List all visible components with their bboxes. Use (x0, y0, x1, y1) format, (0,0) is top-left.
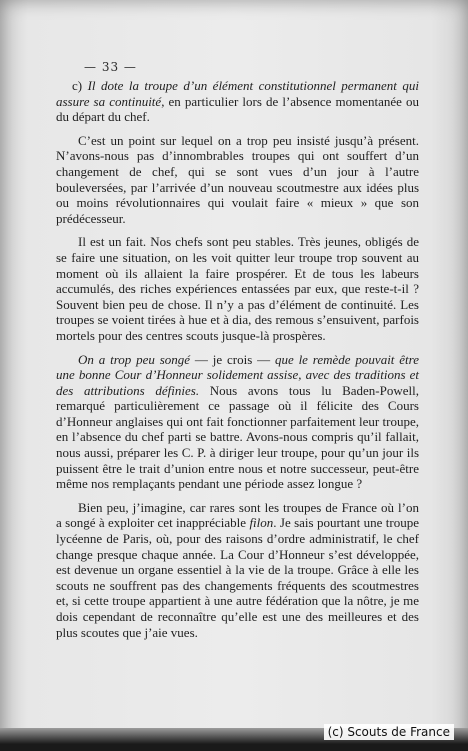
text-run: Bien peu, j’imagine, car rares sont les troupes de France où l’on a songé à exploiter cet inappréciable (56, 499, 419, 531)
text-run: — je crois — (190, 351, 275, 367)
paragraph (56, 133, 419, 227)
paragraph (56, 352, 419, 492)
paragraph (56, 500, 419, 640)
paragraph (56, 78, 419, 125)
italic-run: On a trop peu songé (78, 351, 191, 367)
copyright-watermark: (c) Scouts de France (324, 724, 454, 740)
italic-run: filon (249, 515, 274, 531)
text-run: , en particulier lors de l’absence momentanée ou du départ du chef. (56, 93, 419, 125)
italic-run: que le remède pouvait être une bonne Cour d’Honneur solidement assise, avec des traditions et des attributions définies. (56, 351, 419, 398)
body-text (56, 78, 419, 648)
text-run: . Je sais pourtant une troupe lycéenne de Paris, où, pour des raisons d’ordre administratif, le chef change presque chaque année. La Cour d’Honneur s’est développée, est devenue un organe essentiel à la vie de la troupe. Grâce à elle les scouts ne souffrent pas des changements fréquents des scoutmestres et, si cette troupe appartient à une autre fédération que la nôtre, je me dois cependant de reconnaître qu’elle est une des meilleures et des plus scoutes que j’aie vues. (56, 515, 419, 640)
text-run: c) (72, 78, 88, 93)
italic-run: Il dote la troupe d’un élément constitutionnel permanent qui assure sa continuité (56, 78, 419, 109)
text-run: Il est un fait. Nos chefs sont peu stables. Très jeunes, obligés de se faire une situation, on les voit quitter leur troupe trop souvent au moment où ils allaient la faire prospérer. Et de tous les labeurs accumulés, des riches expériences entassées par eux, que reste-t-il ? Souvent bien peu de chose. Il n’y a pas d’élément de continuité. Les troupes se voient tirées à hue et à dia, des remous s’ensuivent, parfois mortels pour des centres scouts jusque-là prospères. (56, 234, 419, 343)
paragraph (56, 234, 419, 343)
text-run: C’est un point sur lequel on a trop peu insisté jusqu’à présent. N’avons-nous pas d’innombrables troupes qui ont souffert d’un changement de chef, qui se sont vues d’un jour à l’autre bouleversées, par l’arrivée d’un nouveau scoutmestre aux idées plus ou moins révolutionnaires qui voulait faire « mieux » que son prédécesseur. (56, 132, 419, 226)
text-run: Nous avons tous lu Baden-Powell, remarqué particulièrement ce passage où il félicite des Cours d’Honneur anglaises qui ont fait fonctionner parfaitement leur troupe, en l’absence du chef parti se battre. Avons-nous compris qu’il fallait, nous aussi, préparer les C. P. à diriger leur troupe, pour qu’un jour ils puissent être le trait d’union entre nous et notre successeur, peut-être même nos remplaçants pendant une période assez longue ? (56, 382, 419, 492)
page-number: — 33 — (84, 60, 137, 74)
